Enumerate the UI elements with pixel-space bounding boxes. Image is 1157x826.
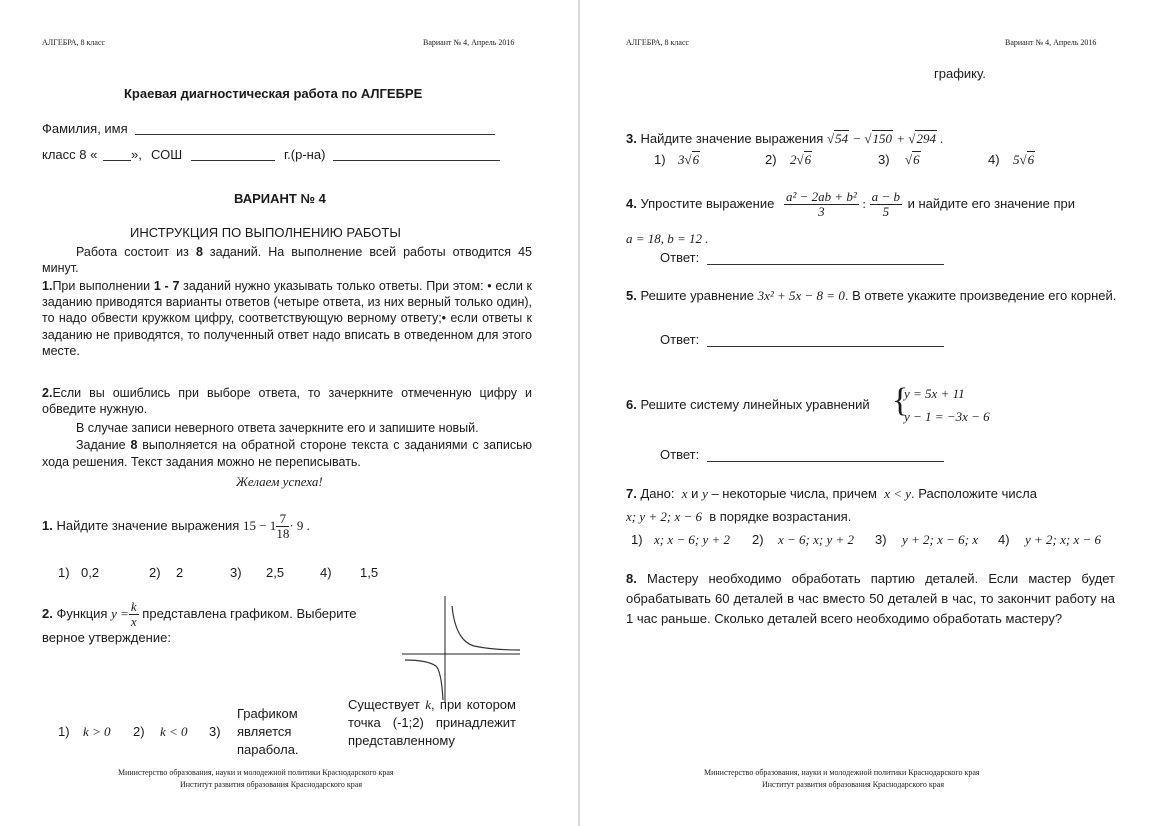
- q3-option-4-num[interactable]: 4): [988, 152, 1000, 167]
- field-city-line[interactable]: [333, 160, 500, 161]
- header-left-2: АЛГЕБРА, 8 класс: [626, 38, 690, 47]
- field-city-label: г.(р-на): [284, 147, 326, 162]
- q5-answer-label: Ответ:: [660, 332, 700, 347]
- q3-option-2-num[interactable]: 2): [765, 152, 777, 167]
- instr-paragraph-3: 2.Если вы ошиблись при выборе ответа, то зачеркните отмеченную цифру и обведите нужную.: [42, 386, 532, 416]
- q1-option-4-num[interactable]: 4): [320, 565, 332, 580]
- instr-paragraph-1: Работа состоит из 8 заданий. На выполнение всей работы отводится 45 минут.: [42, 245, 532, 275]
- q1-option-1: 0,2: [81, 565, 100, 580]
- field-name-line[interactable]: [135, 134, 495, 135]
- q3-option-4: 5√6: [1013, 152, 1035, 167]
- footer-line-2: Институт развития образования Краснодарского края: [180, 780, 363, 789]
- q6-answer-line[interactable]: [707, 461, 944, 462]
- field-name-label: Фамилия, имя: [42, 121, 128, 136]
- q2-option-4: Существует k, при котором точка (-1;2) принадлежит представленному: [348, 697, 516, 748]
- q5-answer-line[interactable]: [707, 346, 944, 347]
- question-8: 8. Мастеру необходимо обработать партию деталей. Если мастер будет обрабатывать 60 деталей в час вместо 50 деталей в час, то закончит работу на 1 час раньше. Сколько деталей всего необходимо обработать мастеру?: [626, 571, 1115, 626]
- question-6: 6. Решите систему линейных уравнений: [626, 397, 870, 412]
- hyperbola-branch-2: [405, 660, 443, 700]
- q7-option-3-num[interactable]: 3): [875, 532, 887, 547]
- q1-option-1-num[interactable]: 1): [58, 565, 70, 580]
- hyperbola-branch-1: [452, 606, 520, 650]
- question-1: 1. Найдите значение выражения 15 − 1 $\frac{7}{18}$ · 9 .: [42, 511, 310, 541]
- footer-line-1: Министерство образования, науки и молодежной политики Краснодарского края: [118, 768, 394, 777]
- q6-answer-label: Ответ:: [660, 447, 700, 462]
- q3-option-1-num[interactable]: 1): [654, 152, 666, 167]
- q2-option-1-num[interactable]: 1): [58, 724, 70, 739]
- q1-option-3: 2,5: [266, 565, 285, 580]
- instructions-title: ИНСТРУКЦИЯ ПО ВЫПОЛНЕНИЮ РАБОТЫ: [130, 225, 401, 240]
- page-title: Краевая диагностическая работа по АЛГЕБРЕ: [124, 86, 423, 101]
- q6-equation-2: y − 1 = −3x − 6: [904, 409, 990, 424]
- q7-option-1: x; x − 6; y + 2: [654, 532, 731, 547]
- wish-text: Желаем успеха!: [236, 474, 323, 489]
- field-class-close: »,: [131, 147, 142, 162]
- footer2-line-2: Институт развития образования Краснодарского края: [762, 780, 945, 789]
- q2-option-2-num[interactable]: 2): [133, 724, 145, 739]
- q4-values: a = 18, b = 12 .: [626, 231, 709, 246]
- q6-equation-1: y = 5x + 11: [904, 386, 965, 401]
- q7-option-3: y + 2; x − 6; x: [902, 532, 979, 547]
- question-4: 4. Упростите выражение $\frac{\text{a² − 2ab + b²}}{3}$ : $\frac{a - b}{5}$ и найдите его значение при: [626, 189, 1076, 219]
- q7-option-4-num[interactable]: 4): [998, 532, 1010, 547]
- q4-answer-line[interactable]: [707, 264, 944, 265]
- q3-option-2: 2√6: [790, 152, 812, 167]
- q3-option-3: √6: [905, 152, 920, 167]
- q2-option-2: k < 0: [160, 724, 188, 739]
- variant-title: ВАРИАНТ № 4: [234, 191, 326, 206]
- q7-option-1-num[interactable]: 1): [631, 532, 643, 547]
- question-3: 3. Найдите значение выражения √54 − √150 + √294 .: [626, 131, 944, 146]
- q1-option-4: 1,5: [360, 565, 379, 580]
- field-school-label: СОШ: [151, 147, 183, 162]
- header-right: Вариант № 4, Апрель 2016: [423, 38, 515, 47]
- question-7-line2: x; y + 2; x − 6 в порядке возрастания.: [626, 509, 852, 524]
- q7-option-4: y + 2; x; x − 6: [1025, 532, 1102, 547]
- field-class-label: класс 8 «: [42, 147, 98, 162]
- q7-option-2: x − 6; x; y + 2: [778, 532, 855, 547]
- system-brace: {: [892, 382, 909, 419]
- instr-paragraph-5: Задание 8 выполняется на обратной стороне текста с заданиями с записью хода решения. Текст задания можно не переписывать.: [42, 438, 532, 469]
- field-school-line[interactable]: [191, 160, 275, 161]
- q1-option-2-num[interactable]: 2): [149, 565, 161, 580]
- question-5: 5. Решите уравнение 3x² + 5x − 8 = 0. В ответе укажите произведение его корней.: [626, 288, 1117, 303]
- field-class-line[interactable]: [103, 160, 131, 161]
- q4-answer-label: Ответ:: [660, 250, 700, 265]
- question-2: 2. Функция y = $\frac{k}{x}$ представлена графиком. Выберите: [42, 599, 357, 629]
- q2-option-3-num[interactable]: 3): [209, 724, 221, 739]
- footer2-line-1: Министерство образования, науки и молодежной политики Краснодарского края: [704, 768, 980, 777]
- continuation-text: графику.: [934, 66, 986, 81]
- q3-option-1: 3√6: [678, 152, 700, 167]
- question-7: 7. Дано: x и y – некоторые числа, причем x < y. Расположите числа: [626, 486, 1037, 501]
- q1-option-3-num[interactable]: 3): [230, 565, 242, 580]
- q2-option-1: k > 0: [83, 724, 111, 739]
- page-divider: [578, 0, 580, 826]
- q2-option-3: Графиком является парабола.: [237, 706, 299, 757]
- instr-paragraph-4: В случае записи неверного ответа зачеркните его и запишите новый.: [76, 421, 479, 435]
- header-right-2: Вариант № 4, Апрель 2016: [1005, 38, 1097, 47]
- question-2-line2: верное утверждение:: [42, 630, 171, 645]
- header-left: АЛГЕБРА, 8 класс: [42, 38, 106, 47]
- instr-paragraph-2: 1.При выполнении 1 - 7 заданий нужно указывать только ответы. При этом: • если к заданию приводятся варианты ответов (четыре ответа, из них верный только один), то надо обвести кружком цифру, соответствующую верному ответу;• если ответы к заданию не приводятся, то полученный ответ надо вписать в отведенном для этого месте.: [42, 279, 533, 358]
- q1-option-2: 2: [176, 565, 184, 580]
- hyperbola-graph: [400, 594, 522, 704]
- q7-option-2-num[interactable]: 2): [752, 532, 764, 547]
- q3-option-3-num[interactable]: 3): [878, 152, 890, 167]
